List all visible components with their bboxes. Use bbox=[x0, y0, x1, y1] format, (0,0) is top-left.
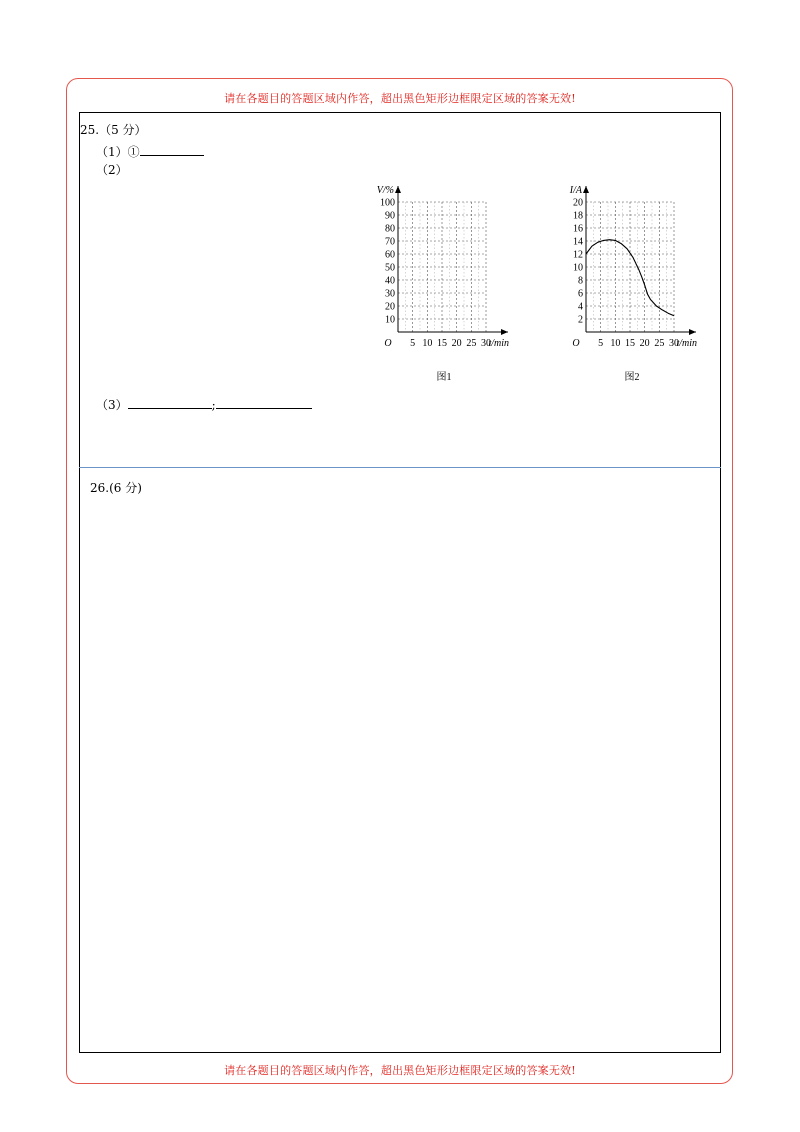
origin-label: O bbox=[384, 338, 392, 349]
x-tick-label: 10 bbox=[422, 338, 433, 349]
y-tick-label: 70 bbox=[385, 236, 395, 248]
y-tick-label: 8 bbox=[578, 275, 583, 287]
q25-heading: 25.（5 分） bbox=[80, 123, 147, 137]
y-tick-label: 6 bbox=[578, 288, 583, 300]
y-tick-label: 4 bbox=[578, 301, 583, 313]
x-axis-label: t/min bbox=[488, 338, 509, 349]
q25-part1-label: （1）① bbox=[96, 145, 140, 159]
q25-part3-blank-2[interactable] bbox=[216, 397, 312, 409]
q25-part1 bbox=[96, 144, 204, 159]
q25-part2-label: （2） bbox=[96, 163, 128, 177]
x-tick-label: 15 bbox=[437, 338, 447, 349]
origin-label: O bbox=[572, 338, 580, 349]
y-tick-label: 10 bbox=[385, 314, 395, 326]
y-axis-arrow bbox=[583, 186, 589, 193]
x-tick-label: 30 bbox=[481, 338, 491, 349]
figure-1-chart bbox=[360, 180, 530, 390]
y-tick-label: 10 bbox=[573, 262, 583, 274]
y-axis-label: V/% bbox=[376, 185, 394, 196]
figure-caption: 图1 bbox=[436, 372, 452, 383]
y-tick-label: 40 bbox=[385, 275, 395, 287]
q25-part3-label: （3） bbox=[96, 398, 128, 412]
y-tick-label: 14 bbox=[573, 236, 583, 248]
x-axis-label: t/min bbox=[676, 338, 697, 349]
y-tick-label: 2 bbox=[578, 314, 583, 326]
q26-heading: 26.(6 分) bbox=[90, 481, 142, 495]
x-tick-label: 5 bbox=[598, 338, 604, 349]
y-tick-label: 90 bbox=[385, 210, 395, 222]
x-tick-label: 30 bbox=[669, 338, 679, 349]
question-divider bbox=[79, 467, 721, 468]
y-tick-label: 100 bbox=[380, 197, 395, 209]
y-tick-label: 30 bbox=[385, 288, 395, 300]
x-tick-label: 25 bbox=[654, 338, 665, 349]
y-axis-label: I/A bbox=[569, 185, 582, 196]
y-tick-label: 50 bbox=[385, 262, 395, 274]
y-tick-label: 18 bbox=[573, 210, 583, 222]
y-tick-label: 20 bbox=[573, 197, 583, 209]
q25-part3-blank-1[interactable] bbox=[128, 397, 212, 409]
q25-part3 bbox=[96, 397, 312, 412]
notice-bottom: 请在各题目的答题区域内作答，超出黑色矩形边框限定区域的答案无效! bbox=[224, 1064, 576, 1077]
y-tick-label: 80 bbox=[385, 223, 395, 235]
q26-answer-area[interactable] bbox=[82, 500, 718, 1048]
figure-2-chart bbox=[548, 180, 718, 390]
y-tick-label: 20 bbox=[385, 301, 395, 313]
x-tick-label: 20 bbox=[639, 338, 650, 349]
figure-caption: 图2 bbox=[624, 372, 640, 383]
x-tick-label: 10 bbox=[610, 338, 621, 349]
x-axis-arrow bbox=[501, 329, 508, 335]
y-axis-arrow bbox=[395, 186, 401, 193]
y-tick-label: 16 bbox=[573, 223, 583, 235]
x-tick-label: 20 bbox=[451, 338, 462, 349]
notice-top: 请在各题目的答题区域内作答，超出黑色矩形边框限定区域的答案无效! bbox=[224, 92, 576, 105]
q25-part3-separator: ; bbox=[211, 398, 216, 412]
x-axis-arrow bbox=[689, 329, 696, 335]
x-tick-label: 25 bbox=[466, 338, 477, 349]
y-tick-label: 60 bbox=[385, 249, 395, 261]
q25-part1-blank[interactable] bbox=[140, 144, 204, 156]
x-tick-label: 15 bbox=[625, 338, 635, 349]
x-tick-label: 5 bbox=[410, 338, 416, 349]
y-tick-label: 12 bbox=[573, 249, 583, 261]
